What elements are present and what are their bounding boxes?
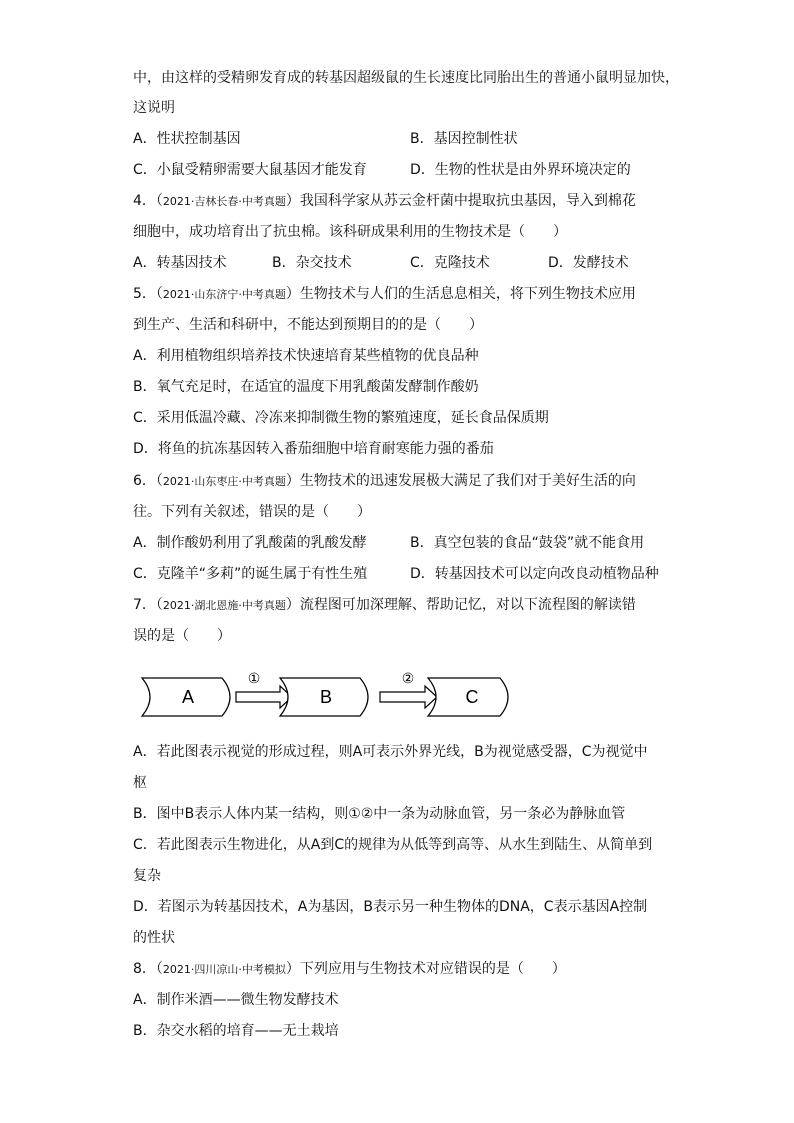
q5-stem-line-2: 到生产、生活和科研中，不能达到预期目的的是（ ）	[133, 317, 483, 333]
q6-number: 6．（	[133, 473, 163, 489]
q5-source: 2021·山东济宁·中考真题	[162, 288, 286, 301]
q8-number: 8．（	[133, 961, 163, 977]
q7-source: 2021·湖北恩施·中考真题	[162, 599, 286, 612]
q8-option-a: A．制作米酒——微生物发酵技术	[133, 992, 339, 1008]
q4-stem-text-1: ）我国科学家从苏云金杆菌中提取抗虫基因，导入到棉花	[285, 193, 636, 209]
flow-arrow-1-label: ①	[247, 672, 261, 686]
q3-option-b: B．基因控制性状	[410, 131, 518, 147]
q3-option-a: A．性状控制基因	[133, 131, 241, 147]
flow-node-b-label: B	[319, 687, 333, 707]
q8-stem-text-1: ）下列应用与生物技术对应错误的是（ ）	[285, 961, 566, 977]
flow-arrow-2-label: ②	[401, 672, 415, 686]
q5-stem-text-1: ）生物技术与人们的生活息息相关，将下列生物技术应用	[285, 286, 636, 302]
q7-option-b: B．图中B表示人体内某一结构，则①②中一条为动脉血管，另一条必为静脉血管	[133, 806, 626, 822]
q6-stem-text-1: ）生物技术的迅速发展极大满足了我们对于美好生活的向	[285, 473, 636, 489]
q5-option-b: B．氧气充足时，在适宜的温度下用乳酸菌发酵制作酸奶	[133, 379, 479, 395]
q6-option-a: A．制作酸奶利用了乳酸菌的乳酸发酵	[133, 535, 367, 551]
q7-stem-line-1	[133, 595, 636, 616]
q5-option-c: C．采用低温冷藏、冷冻来抑制微生物的繁殖速度，延长食品保质期	[133, 410, 549, 426]
q5-number: 5．（	[133, 286, 163, 302]
flow-diagram	[140, 672, 540, 722]
q3-option-d: D．生物的性状是由外界环境决定的	[410, 162, 631, 178]
q8-stem-line-1	[133, 959, 566, 980]
q7-option-d-line-1: D．若图示为转基因技术，A为基因，B表示另一种生物体的DNA，C表示基因A控制	[133, 899, 648, 915]
q7-stem-line-2: 误的是（ ）	[133, 628, 231, 644]
q6-option-c: C．克隆羊“多莉”的诞生属于有性生殖	[133, 566, 368, 582]
q4-option-d: D．发酵技术	[548, 255, 629, 271]
q7-option-d-line-2: 的性状	[133, 930, 175, 946]
q7-option-c-line-2: 复杂	[133, 868, 161, 884]
flow-node-c	[428, 678, 508, 716]
q4-stem-line-1	[133, 191, 636, 212]
q6-option-b: B．真空包装的食品“鼓袋”就不能食用	[410, 535, 645, 551]
q6-source: 2021·山东枣庄·中考真题	[162, 475, 286, 488]
q4-number: 4．（	[133, 193, 163, 209]
flow-node-a	[142, 678, 230, 716]
flow-node-a-label: A	[181, 687, 195, 707]
q6-stem-line-2: 往。下列有关叙述，错误的是（ ）	[133, 504, 371, 520]
q5-option-d: D．将鱼的抗冻基因转入番茄细胞中培育耐寒能力强的番茄	[133, 441, 494, 457]
q8-source: 2021·四川凉山·中考模拟	[162, 963, 286, 976]
q3-text-line-2: 这说明	[133, 100, 175, 116]
q7-number: 7．（	[133, 597, 163, 613]
q4-source: 2021·吉林长春·中考真题	[162, 195, 286, 208]
q6-option-d: D．转基因技术可以定向改良动植物品种	[410, 566, 659, 582]
q4-stem-line-2: 细胞中，成功培育出了抗虫棉。该科研成果利用的生物技术是（ ）	[133, 224, 567, 240]
q4-option-b: B．杂交技术	[272, 255, 352, 271]
q7-option-c-line-1: C．若此图表示生物进化，从A到C的规律为从低等到高等、从水生到陆生、从简单到	[133, 837, 653, 853]
q7-option-a-line-1: A．若此图表示视觉的形成过程，则A可表示外界光线，B为视觉感受器，C为视觉中	[133, 744, 648, 760]
q5-stem-line-1	[133, 284, 636, 305]
q7-stem-text-1: ）流程图可加深理解、帮助记忆，对以下流程图的解读错	[285, 597, 636, 613]
q8-option-b: B．杂交水稻的培育——无土栽培	[133, 1023, 339, 1039]
q4-option-a: A．转基因技术	[133, 255, 227, 271]
q3-text-line-1: 中，由这样的受精卵发育成的转基因超级鼠的生长速度比同胎出生的普通小鼠明显加快，	[133, 70, 679, 86]
flow-node-c-label: C	[465, 687, 479, 707]
q6-stem-line-1	[133, 471, 636, 492]
q7-option-a-line-2: 枢	[133, 775, 147, 791]
flow-node-b	[280, 678, 368, 716]
q3-option-c: C．小鼠受精卵需要大鼠基因才能发育	[133, 162, 367, 178]
q4-option-c: C．克隆技术	[410, 255, 490, 271]
q5-option-a: A．利用植物组织培养技术快速培育某些植物的优良品种	[133, 348, 479, 364]
